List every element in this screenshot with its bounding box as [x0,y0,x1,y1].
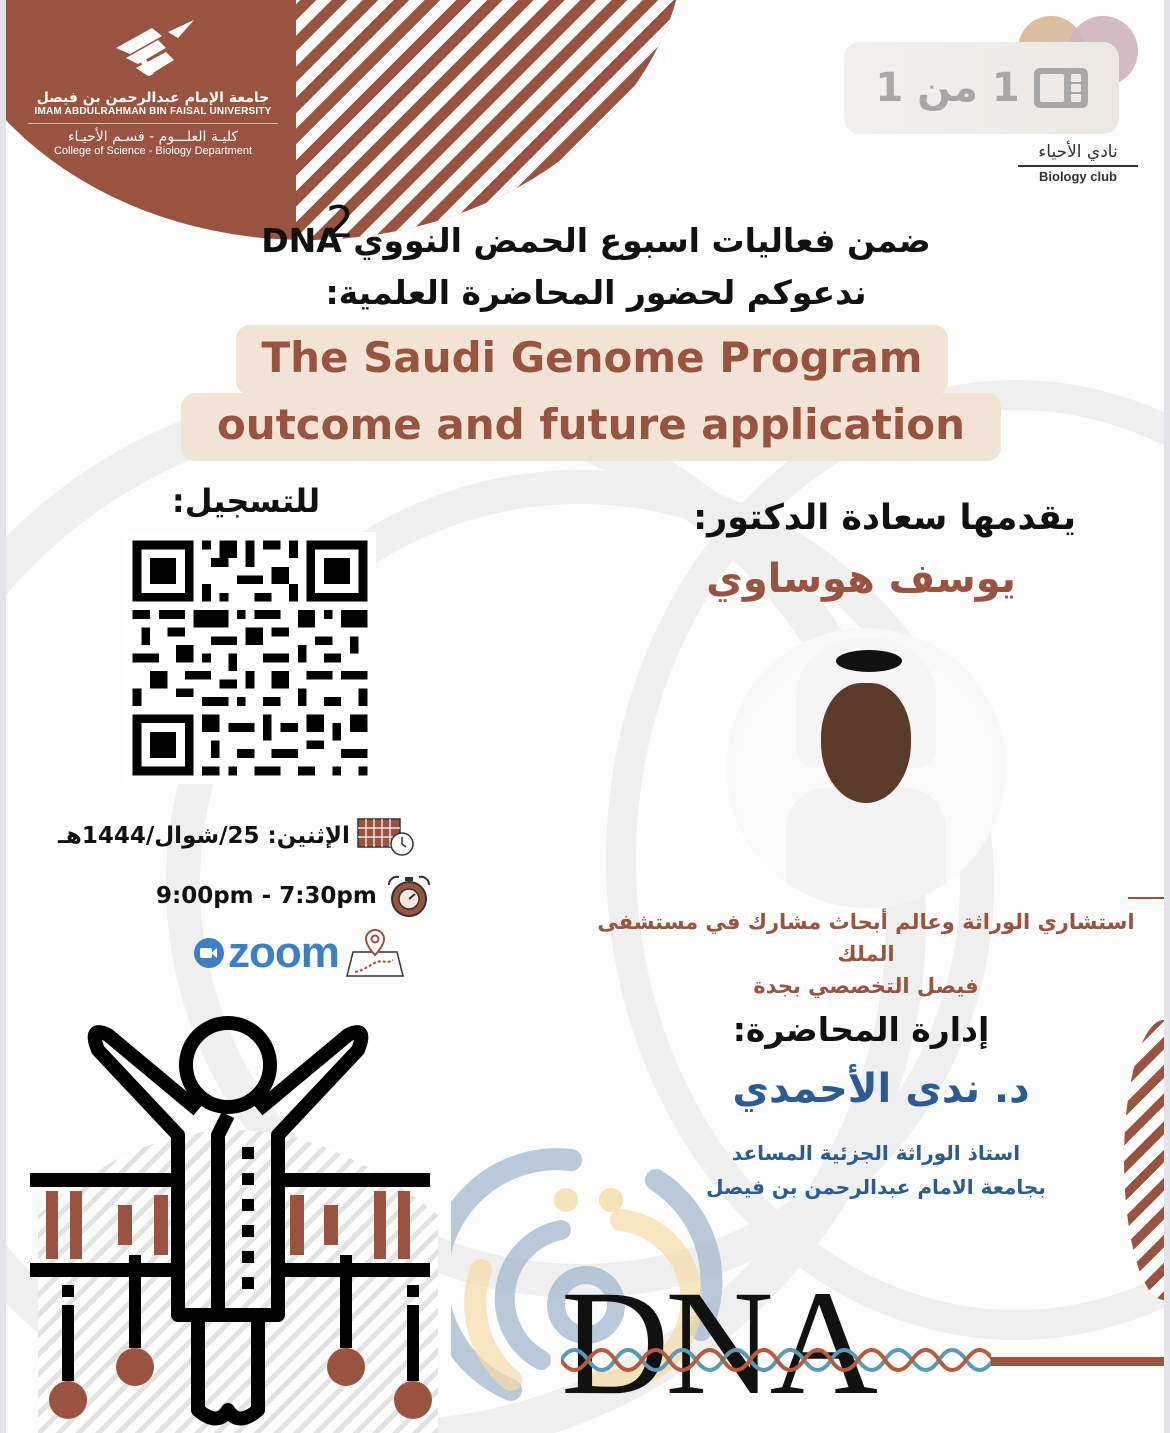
poster-page [6,0,1164,1433]
event-date-row [58,815,416,857]
event-date: الإثنين: 25/شوال/1444هـ [58,823,350,849]
speaker-name: يوسف هوساوي [706,556,1016,602]
moderator-role [696,1136,1056,1204]
alarm-clock-icon [383,873,435,919]
intro-superscript: 2 [326,197,354,248]
college-name-ar: كليـة العلـــوم - قسـم الأحيـاء [67,129,239,145]
college-name-en: College of Science - Biology Department [53,145,253,157]
video-camera-icon [194,938,224,968]
qr-code-icon[interactable] [124,532,376,784]
university-name-ar: جامعة الإمام عبدالرحمن بن فيصل [36,90,270,106]
page-indicator-text: 1 من 1 [875,65,1020,111]
scientist-dna-icon [18,1015,438,1433]
speaker-role-line-1: استشاري الوراثة وعالم أبحاث مشارك في مستشفى الملك [597,910,1135,966]
page-indicator[interactable] [844,42,1119,134]
dna-bar [991,1357,1164,1366]
university-logo [28,18,278,157]
club-name-en: Biology club [1039,169,1117,184]
presented-by-label: يقدمها سعادة الدكتور: [693,498,1076,538]
moderator-name: د. ندى الأحمدي [732,1066,1030,1112]
intro-text [206,197,986,319]
event-platform-row [194,928,405,978]
event-time-row [156,873,435,919]
calendar-clock-icon [356,815,416,857]
page-thumbnails-icon[interactable] [1034,68,1088,108]
platform-name: zoom [228,928,339,977]
university-emblem-icon [108,18,198,84]
intro-line-2: ندعوكم لحضور المحاضرة العلمية: [325,273,867,312]
lecture-title-line-2: outcome and future application [181,393,1001,461]
intro-line-1: ضمن فعاليات اسبوع الحمض النووي DNA [261,221,931,260]
registration-label: للتسجيل: [171,482,321,520]
university-name-en: IMAM ABDULRAHMAN BIN FAISAL UNIVERSITY [28,106,278,124]
speaker-photo [726,628,1006,908]
dna-helix-icon [561,1340,991,1380]
lecture-title-line-1: The Saudi Genome Program [236,325,948,395]
zoom-logo [194,928,339,978]
moderator-role-line-1: استاذ الوراثة الجزئية المساعد [731,1141,1021,1165]
map-pin-icon [345,928,405,978]
club-name-ar: نادي الأحياء [1018,142,1138,167]
moderator-label: إدارة المحاضرة: [732,1010,990,1049]
biology-club-label [1018,142,1138,184]
moderator-role-line-2: بجامعة الامام عبدالرحمن بن فيصل [706,1175,1046,1199]
speaker-role [586,906,1146,1002]
header-stripes [296,0,686,240]
divider-line [1128,897,1164,899]
dna-wordmark: DNA [561,1260,874,1426]
event-time: 9:00pm - 7:30pm [156,883,377,909]
speaker-role-line-2: فيصل التخصصي بجدة [753,974,979,998]
